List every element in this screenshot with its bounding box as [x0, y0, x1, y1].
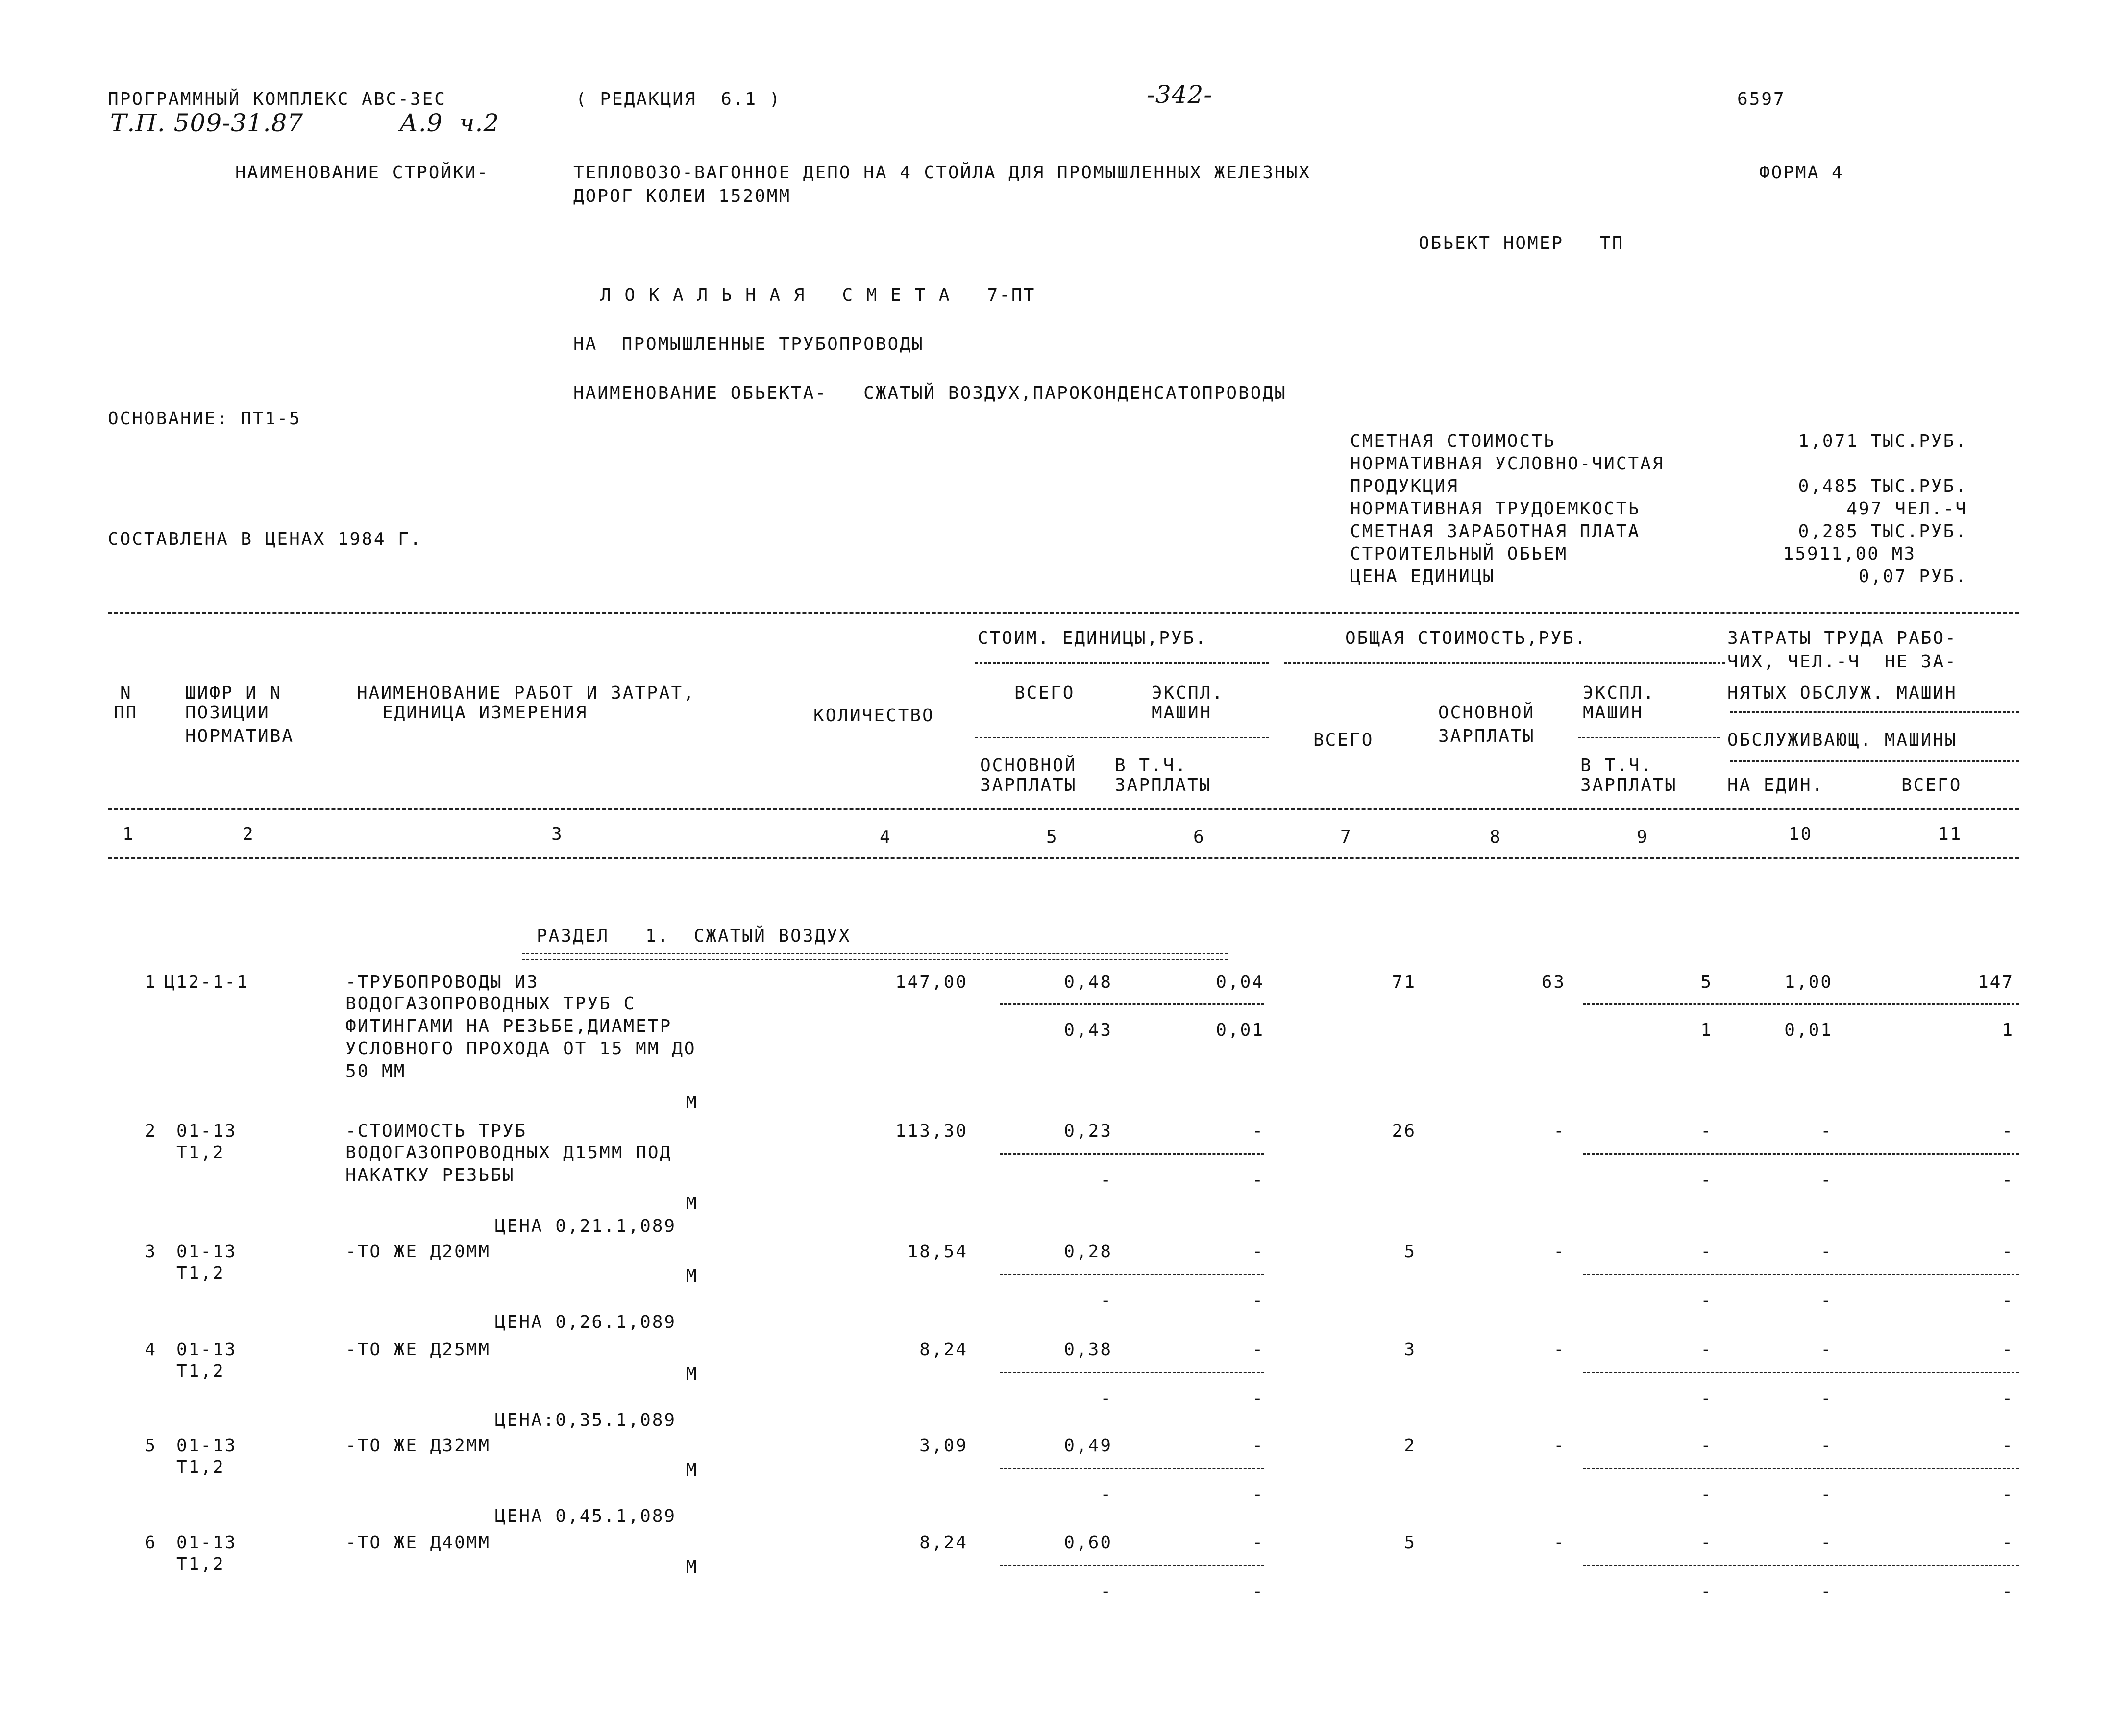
column-number: 1	[123, 824, 135, 844]
row-quantity: 18,54	[907, 1242, 968, 1262]
vtch-header: В Т.Ч.	[1580, 756, 1653, 776]
row-code: Т1,2	[176, 1143, 225, 1163]
row-code: 01-13	[176, 1533, 237, 1553]
col-desc-header: НАИМЕНОВАНИЕ РАБОТ И ЗАТРАТ,	[357, 683, 695, 703]
rule	[1000, 1274, 1264, 1275]
row-unit-machines: -	[1252, 1242, 1264, 1262]
row-code: Т1,2	[176, 1554, 225, 1574]
total-cost-header: ОБЩАЯ СТОИМОСТЬ,РУБ.	[1345, 628, 1587, 648]
estimate-subtitle: НА ПРОМЫШЛЕННЫЕ ТРУБОПРОВОДЫ	[573, 334, 924, 354]
rule	[108, 612, 2019, 614]
labor-header: ЗАТРАТЫ ТРУДА РАБО-	[1727, 628, 1957, 648]
row-price-note: ЦЕНА 0,45.1,089	[495, 1506, 677, 1526]
object-number: ОБЬЕКТ НОМЕР ТП	[1419, 233, 1624, 253]
vsego-header: ВСЕГО	[1901, 775, 1962, 795]
column-number: 7	[1340, 827, 1352, 847]
row-price-note: ЦЕНА:0,35.1,089	[495, 1410, 677, 1430]
row-code: 01-13	[176, 1121, 237, 1141]
zarplaty-header: ЗАРПЛАТЫ	[980, 775, 1077, 795]
row-unit-wages: -	[1100, 1170, 1112, 1190]
row-labor-total: -	[2002, 1242, 2014, 1262]
row-unit: М	[686, 1093, 698, 1113]
row-total-machine-wages: -	[1700, 1291, 1713, 1311]
rule	[1000, 1372, 1264, 1373]
row-unit: М	[686, 1194, 698, 1214]
row-total: 71	[1392, 972, 1416, 992]
mashin-header: МАШИН	[1152, 703, 1212, 723]
row-unit-total: 0,38	[1064, 1340, 1112, 1360]
row-total: 3	[1404, 1340, 1416, 1360]
rule	[1000, 1565, 1264, 1566]
handwritten-part: А.9 ч.2	[399, 109, 500, 137]
col-code-header: ШИФР И N	[185, 683, 282, 703]
rule	[108, 808, 2019, 810]
row-labor-unit: -	[1820, 1121, 1833, 1141]
col-code-header: ПОЗИЦИИ	[185, 703, 270, 723]
construction-name-line2: ДОРОГ КОЛЕИ 1520ММ	[573, 186, 791, 206]
row-machine-labor-total: -	[2002, 1582, 2014, 1602]
labor-header: НЯТЫХ ОБСЛУЖ. МАШИН	[1727, 683, 1957, 703]
rule	[1000, 1003, 1264, 1005]
row-total-machine-wages: -	[1700, 1389, 1713, 1409]
row-labor-total: -	[2002, 1340, 2014, 1360]
rule	[1583, 1003, 2019, 1005]
row-number: 4	[145, 1340, 157, 1360]
rule	[1000, 1468, 1264, 1469]
page-number: -342-	[1147, 80, 1213, 109]
rule	[1578, 737, 1720, 738]
row-labor-unit: -	[1820, 1340, 1833, 1360]
row-machine-labor-total: -	[2002, 1170, 2014, 1190]
column-number: 5	[1046, 827, 1058, 847]
row-description: ФИТИНГАМИ НА РЕЗЬБЕ,ДИАМЕТР	[345, 1016, 672, 1036]
ekspl-header: ЭКСПЛ.	[1583, 683, 1656, 703]
row-description: НАКАТКУ РЕЗЬБЫ	[345, 1165, 515, 1185]
row-unit-machine-wages: -	[1252, 1389, 1264, 1409]
row-quantity: 113,30	[895, 1121, 968, 1141]
zarplaty-header: ЗАРПЛАТЫ	[1438, 726, 1535, 746]
row-unit-machines: -	[1252, 1121, 1264, 1141]
row-labor-unit: -	[1820, 1533, 1833, 1553]
construction-label: НАИМЕНОВАНИЕ СТРОЙКИ-	[235, 163, 490, 183]
row-total-wages: -	[1553, 1436, 1566, 1456]
row-total-wages: 63	[1541, 972, 1566, 992]
row-unit-machines: 0,04	[1216, 972, 1264, 992]
row-machine-labor-unit: -	[1820, 1389, 1833, 1409]
row-labor-total: -	[2002, 1436, 2014, 1456]
row-total-machines: -	[1700, 1533, 1713, 1553]
row-number: 2	[145, 1121, 157, 1141]
na-edin-header: НА ЕДИН.	[1727, 775, 1824, 795]
row-total: 5	[1404, 1533, 1416, 1553]
object-name: НАИМЕНОВАНИЕ ОБЬЕКТА- СЖАТЫЙ ВОЗДУХ,ПАРОКОНДЕНСАТОПРОВОДЫ	[573, 383, 1287, 403]
zarplaty-header: ЗАРПЛАТЫ	[1115, 775, 1212, 795]
rule	[1730, 711, 2019, 713]
rule	[108, 857, 2019, 859]
row-total-wages: -	[1553, 1242, 1566, 1262]
zarplaty-header: ЗАРПЛАТЫ	[1580, 775, 1677, 795]
row-total-machines: -	[1700, 1436, 1713, 1456]
summary-label: СТРОИТЕЛЬНЫЙ ОБЬЕМ	[1350, 544, 1568, 564]
row-total-machine-wages: -	[1700, 1170, 1713, 1190]
row-number: 5	[145, 1436, 157, 1456]
column-number: 2	[243, 824, 255, 844]
row-total: 2	[1404, 1436, 1416, 1456]
rule	[1284, 662, 1725, 664]
summary-label: СМЕТНАЯ ЗАРАБОТНАЯ ПЛАТА	[1350, 521, 1641, 541]
row-unit-wages: -	[1100, 1485, 1112, 1505]
row-unit-wages: -	[1100, 1291, 1112, 1311]
row-number: 1	[145, 972, 157, 992]
col-code-header: НОРМАТИВА	[185, 726, 295, 746]
rule	[1583, 1565, 2019, 1566]
row-unit-wages: 0,43	[1064, 1020, 1112, 1040]
row-code: 01-13	[176, 1242, 237, 1262]
row-code: Т1,2	[176, 1361, 225, 1381]
row-labor-total: -	[2002, 1121, 2014, 1141]
row-unit-machine-wages: -	[1252, 1291, 1264, 1311]
prices-year: СОСТАВЛЕНА В ЦЕНАХ 1984 Г.	[108, 529, 422, 549]
vsego-header: ВСЕГО	[1313, 730, 1374, 750]
summary-label: НОРМАТИВНАЯ ТРУДОЕМКОСТЬ	[1350, 499, 1641, 519]
row-quantity: 8,24	[919, 1340, 968, 1360]
vsego-header: ВСЕГО	[1014, 683, 1075, 703]
column-number: 3	[551, 824, 564, 844]
col-num-header: ПП	[114, 703, 138, 723]
column-number: 4	[880, 827, 892, 847]
row-unit: М	[686, 1460, 698, 1480]
row-total-machine-wages: -	[1700, 1582, 1713, 1602]
column-number: 8	[1490, 827, 1502, 847]
rule	[1583, 1153, 2019, 1155]
col-desc-header: ЕДИНИЦА ИЗМЕРЕНИЯ	[382, 703, 588, 723]
unit-cost-header: СТОИМ. ЕДИНИЦЫ,РУБ.	[978, 628, 1207, 648]
estimate-title: Л О К А Л Ь Н А Я С М Е Т А 7-ПТ	[600, 285, 1036, 305]
row-unit-wages: -	[1100, 1582, 1112, 1602]
row-description: 50 ММ	[345, 1061, 406, 1081]
row-description: -ТО ЖЕ Д20ММ	[345, 1242, 491, 1262]
row-total-machine-wages: -	[1700, 1485, 1713, 1505]
osnovnoy-header: ОСНОВНОЙ	[1438, 703, 1535, 723]
row-total: 26	[1392, 1121, 1416, 1141]
summary-value: 1,071 ТЫС.РУБ.	[1798, 431, 1967, 451]
row-total-machines: -	[1700, 1121, 1713, 1141]
row-price-note: ЦЕНА 0,21.1,089	[495, 1216, 677, 1236]
row-unit-machines: -	[1252, 1340, 1264, 1360]
summary-value: 497 ЧЕЛ.-Ч	[1846, 499, 1967, 519]
edition-label: ( РЕДАКЦИЯ 6.1 )	[576, 89, 782, 109]
row-total-machines: -	[1700, 1340, 1713, 1360]
row-labor-unit: -	[1820, 1242, 1833, 1262]
row-unit-machine-wages: 0,01	[1216, 1020, 1264, 1040]
row-machine-labor-unit: -	[1820, 1170, 1833, 1190]
row-description: УСЛОВНОГО ПРОХОДА ОТ 15 ММ ДО	[345, 1039, 696, 1059]
row-labor-unit: 1,00	[1784, 972, 1833, 992]
row-code: 01-13	[176, 1436, 237, 1456]
row-unit: М	[686, 1364, 698, 1384]
ekspl-header: ЭКСПЛ.	[1152, 683, 1225, 703]
summary-label: СМЕТНАЯ СТОИМОСТЬ	[1350, 431, 1556, 451]
rule	[1000, 1153, 1264, 1155]
column-number: 11	[1938, 824, 1963, 844]
row-machine-labor-unit: 0,01	[1784, 1020, 1833, 1040]
col-qty-header: КОЛИЧЕСТВО	[813, 706, 934, 726]
labor-sub-header: ОБСЛУЖИВАЮЩ. МАШИНЫ	[1727, 730, 1957, 750]
summary-value: 0,485 ТЫС.РУБ.	[1798, 476, 1967, 496]
row-unit-total: 0,60	[1064, 1533, 1112, 1553]
row-machine-labor-total: 1	[2002, 1020, 2014, 1040]
row-unit-machine-wages: -	[1252, 1170, 1264, 1190]
row-unit: М	[686, 1266, 698, 1286]
form-label: ФОРМА 4	[1759, 163, 1844, 183]
section-title: РАЗДЕЛ 1. СЖАТЫЙ ВОЗДУХ	[537, 926, 851, 946]
column-number: 9	[1637, 827, 1649, 847]
row-total-wages: -	[1553, 1340, 1566, 1360]
row-code: Ц12-1-1	[164, 972, 249, 992]
row-total-machine-wages: 1	[1700, 1020, 1713, 1040]
row-unit-wages: -	[1100, 1389, 1112, 1409]
row-machine-labor-unit: -	[1820, 1485, 1833, 1505]
row-labor-unit: -	[1820, 1436, 1833, 1456]
rule	[975, 737, 1269, 738]
document-code: 6597	[1737, 89, 1786, 109]
section-underline	[522, 953, 1228, 960]
row-description: -ТРУБОПРОВОДЫ ИЗ	[345, 972, 539, 992]
row-unit: М	[686, 1557, 698, 1577]
program-name: ПРОГРАММНЫЙ КОМПЛЕКС АВС-3ЕС	[108, 89, 446, 109]
osnovnoy-header: ОСНОВНОЙ	[980, 756, 1077, 776]
row-unit-machine-wages: -	[1252, 1485, 1264, 1505]
row-price-note: ЦЕНА 0,26.1,089	[495, 1312, 677, 1332]
row-machine-labor-total: -	[2002, 1291, 2014, 1311]
row-code: Т1,2	[176, 1263, 225, 1283]
row-unit-total: 0,48	[1064, 972, 1112, 992]
construction-name-line1: ТЕПЛОВОЗО-ВАГОННОЕ ДЕПО НА 4 СТОЙЛА ДЛЯ ПРОМЫШЛЕННЫХ ЖЕЛЕЗНЫХ	[573, 163, 1311, 183]
row-machine-labor-total: -	[2002, 1485, 2014, 1505]
row-number: 6	[145, 1533, 157, 1553]
mashin-header: МАШИН	[1583, 703, 1644, 723]
summary-label: ЦЕНА ЕДИНИЦЫ	[1350, 566, 1496, 587]
rule	[1583, 1372, 2019, 1373]
row-description: -ТО ЖЕ Д40ММ	[345, 1533, 491, 1553]
column-number: 10	[1789, 824, 1813, 844]
handwritten-reference: Т.П. 509-31.87	[110, 109, 304, 137]
labor-header: ЧИХ, ЧЕЛ.-Ч НЕ ЗА-	[1727, 652, 1957, 672]
row-quantity: 3,09	[919, 1436, 968, 1456]
row-unit-total: 0,49	[1064, 1436, 1112, 1456]
row-description: -ТО ЖЕ Д32ММ	[345, 1436, 491, 1456]
rule	[1583, 1468, 2019, 1469]
row-total: 5	[1404, 1242, 1416, 1262]
rule	[1730, 760, 2019, 762]
vtch-header: В Т.Ч.	[1115, 756, 1188, 776]
row-description: -ТО ЖЕ Д25ММ	[345, 1340, 491, 1360]
row-total-wages: -	[1553, 1121, 1566, 1141]
row-code: 01-13	[176, 1340, 237, 1360]
summary-label: ПРОДУКЦИЯ	[1350, 476, 1459, 496]
row-unit-machines: -	[1252, 1533, 1264, 1553]
row-quantity: 147,00	[895, 972, 968, 992]
row-total-wages: -	[1553, 1533, 1566, 1553]
row-machine-labor-unit: -	[1820, 1582, 1833, 1602]
row-unit-machines: -	[1252, 1436, 1264, 1456]
row-labor-total: -	[2002, 1533, 2014, 1553]
row-machine-labor-total: -	[2002, 1389, 2014, 1409]
row-unit-total: 0,28	[1064, 1242, 1112, 1262]
row-total-machines: 5	[1700, 972, 1713, 992]
row-number: 3	[145, 1242, 157, 1262]
rule	[975, 662, 1269, 664]
column-number: 6	[1193, 827, 1205, 847]
row-code: Т1,2	[176, 1457, 225, 1477]
summary-label: НОРМАТИВНАЯ УСЛОВНО-ЧИСТАЯ	[1350, 454, 1665, 474]
row-labor-total: 147	[1977, 972, 2014, 992]
basis-label: ОСНОВАНИЕ: ПТ1-5	[108, 409, 301, 429]
row-unit-total: 0,23	[1064, 1121, 1112, 1141]
row-quantity: 8,24	[919, 1533, 968, 1553]
col-num-header: N	[120, 683, 132, 703]
summary-value: 0,285 ТЫС.РУБ.	[1798, 521, 1967, 541]
row-unit-machine-wages: -	[1252, 1582, 1264, 1602]
rule	[1583, 1274, 2019, 1275]
row-description: ВОДОГАЗОПРОВОДНЫХ Д15ММ ПОД	[345, 1143, 672, 1163]
summary-value: 0,07 РУБ.	[1858, 566, 1967, 587]
summary-value: 15911,00 М3	[1783, 544, 1916, 564]
row-machine-labor-unit: -	[1820, 1291, 1833, 1311]
row-description: -СТОИМОСТЬ ТРУБ	[345, 1121, 527, 1141]
row-total-machines: -	[1700, 1242, 1713, 1262]
row-description: ВОДОГАЗОПРОВОДНЫХ ТРУБ С	[345, 994, 636, 1014]
